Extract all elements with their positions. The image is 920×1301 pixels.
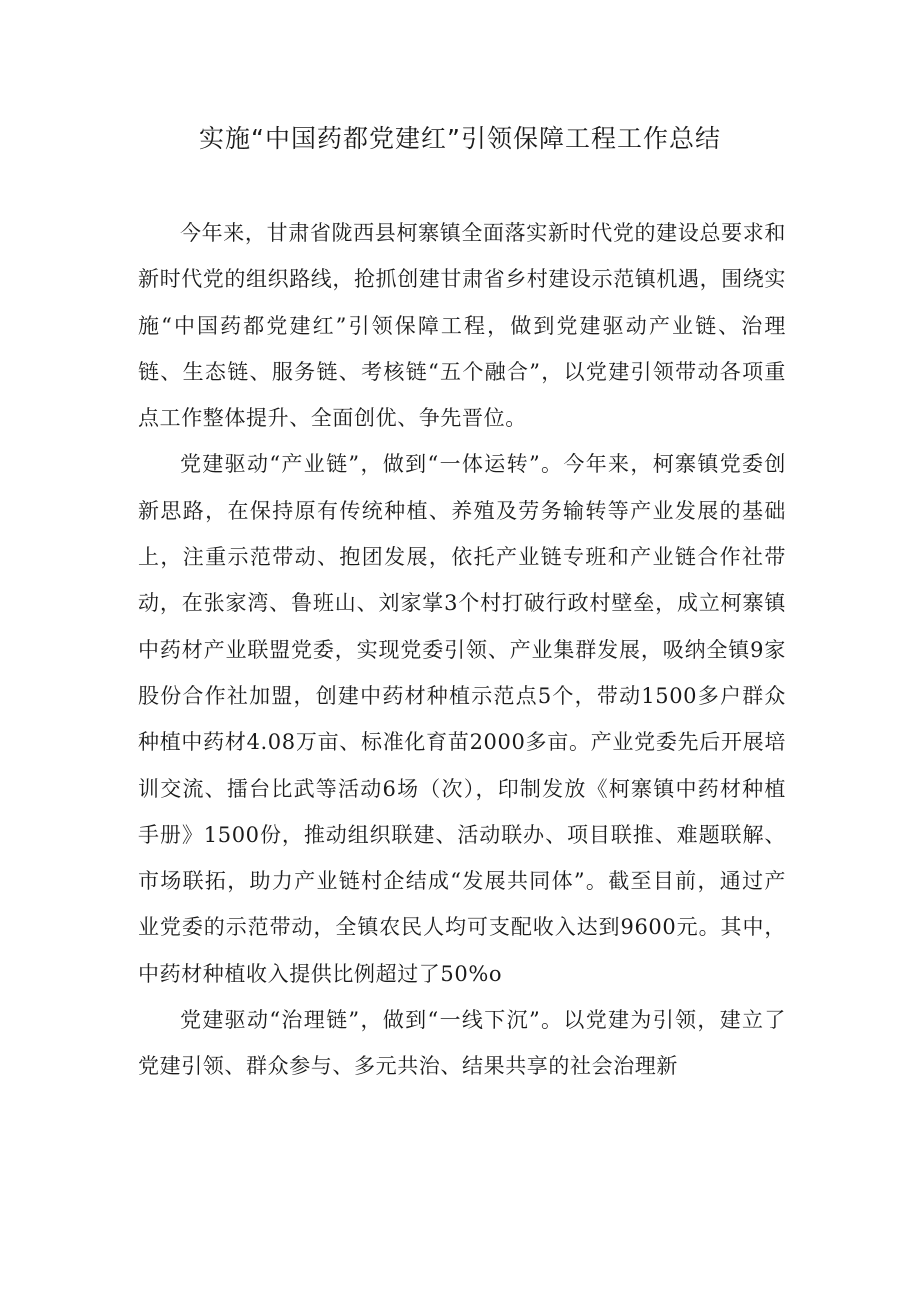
- document-body: [138, 210, 786, 1090]
- paragraph-industry-chain: 党建驱动“产业链”，做到“一体运转”。今年来，柯寨镇党委创新思路，在保持原有传统种植、养殖及劳务输转等产业发展的基础上，注重示范带动、抱团发展，依托产业链专班和产业链合作社带动，在张家湾、鲁班山、刘家掌3个村打破行政村壁垒，成立柯寨镇中药材产业联盟党委，实现党委引领、产业集群发展，吸纳全镇9家股份合作社加盟，创建中药材种植示范点5个，带动1500多户群众种植中药材4.08万亩、标准化育苗2000多亩。产业党委先后开展培训交流、擂台比武等活动6场（次），印制发放《柯寨镇中药材种植手册》1500份，推动组织联建、活动联办、项目联推、难题联解、市场联拓，助力产业链村企结成“发展共同体”。截至目前，通过产业党委的示范带动，全镇农民人均可支配收入达到9600元。其中，中药材种植收入提供比例超过了50%o: [138, 452, 786, 986]
- paragraph-governance-chain: 党建驱动“治理链”，做到“一线下沉”。以党建为引领，建立了党建引领、群众参与、多元共治、结果共享的社会治理新: [138, 1008, 786, 1079]
- document-title: 实施“中国药都党建红”引领保障工程工作总结: [199, 124, 721, 153]
- paragraph-intro: 今年来，甘肃省陇西县柯寨镇全面落实新时代党的建设总要求和新时代党的组织路线，抢抓创建甘肃省乡村建设示范镇机遇，围绕实施“中国药都党建红”引领保障工程，做到党建驱动产业链、治理链、生态链、服务链、考核链“五个融合”，以党建引领带动各项重点工作整体提升、全面创优、争先晋位。: [138, 221, 786, 431]
